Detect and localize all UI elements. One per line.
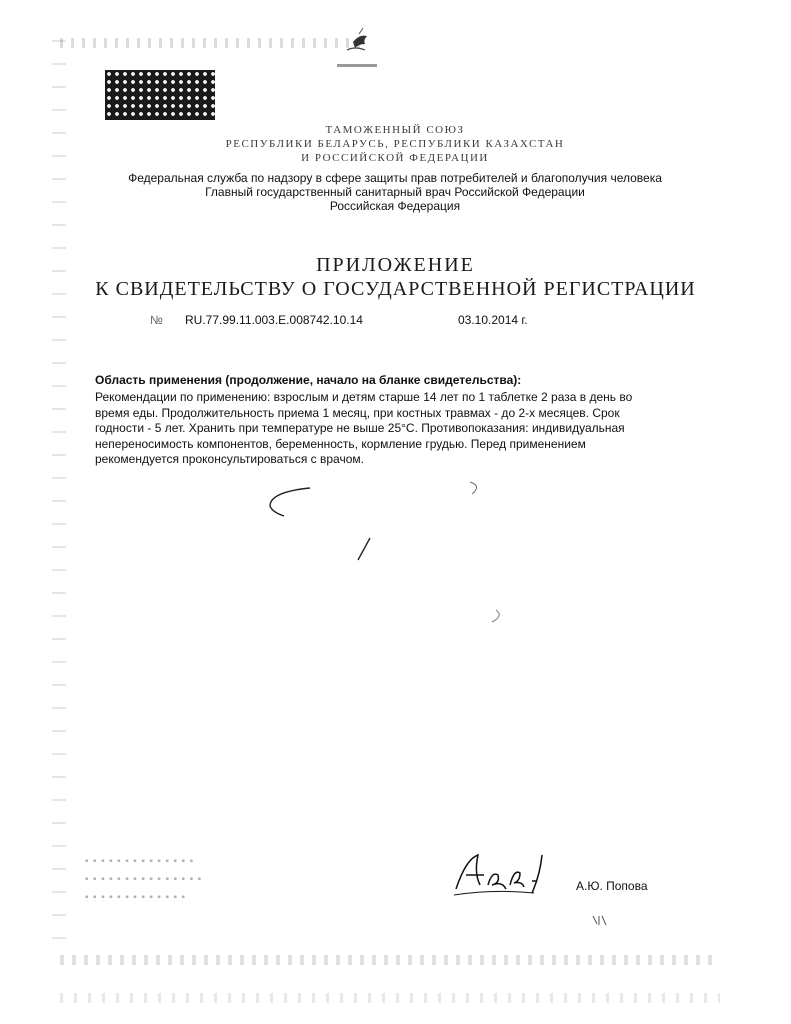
header-official: Главный государственный санитарный врач Российской Федерации (205, 185, 585, 199)
footer-faint-line-3: ▪ ▪ ▪ ▪ ▪ ▪ ▪ ▪ ▪ ▪ ▪ ▪ ▪ (85, 892, 187, 903)
scan-noise-bottom-2 (60, 993, 720, 1003)
document-title: ПРИЛОЖЕНИЕ (316, 254, 475, 276)
scan-noise-top (60, 38, 360, 48)
footer-faint-line-2: ▪ ▪ ▪ ▪ ▪ ▪ ▪ ▪ ▪ ▪ ▪ ▪ ▪ ▪ ▪ (85, 874, 203, 885)
registration-number: RU.77.99.11.003.Е.008742.10.14 (185, 313, 363, 327)
document-subtitle: К СВИДЕТЕЛЬСТВУ О ГОСУДАРСТВЕННОЙ РЕГИСТРАЦИИ (95, 278, 696, 300)
registration-date: 03.10.2014 г. (458, 313, 528, 327)
redacted-block (105, 70, 215, 120)
stamp-mark (590, 912, 610, 928)
header-agency: Федеральная служба по надзору в сфере защиты прав потребителей и благополучия человека (128, 171, 662, 185)
section-body: Рекомендации по применению: взрослым и детям старше 14 лет по 1 таблетке 2 раза в день во время еды. Продолжительность приема 1 месяц, при костных травмах - до 2-х месяцев. Срок годности - 5 лет. Хранить при температуре не выше 25°С. Противопоказания: индивидуальная непереносимость компонентов, беременность, кормление грудью. Перед применением рекомендуется проконсультироваться с врачом. (95, 390, 633, 466)
signer-name: А.Ю. Попова (576, 879, 648, 893)
emblem-mark (325, 20, 385, 78)
signature-mark (448, 845, 558, 905)
header-countries-line: РЕСПУБЛИКИ БЕЛАРУСЬ, РЕСПУБЛИКИ КАЗАХСТАН (225, 138, 565, 150)
header-country: Российская Федерация (329, 199, 461, 213)
registration-number-prefix: № (150, 313, 163, 327)
header-union-line: ТАМОЖЕННЫЙ СОЮЗ (325, 124, 465, 136)
pen-marks (260, 480, 530, 630)
header-federation-line: И РОССИЙСКОЙ ФЕДЕРАЦИИ (301, 152, 489, 164)
section-heading: Область применения (продолжение, начало на бланке свидетельства): (95, 373, 522, 387)
scan-noise-bottom (60, 955, 720, 965)
footer-faint-line-1: ▪ ▪ ▪ ▪ ▪ ▪ ▪ ▪ ▪ ▪ ▪ ▪ ▪ ▪ (85, 856, 195, 867)
